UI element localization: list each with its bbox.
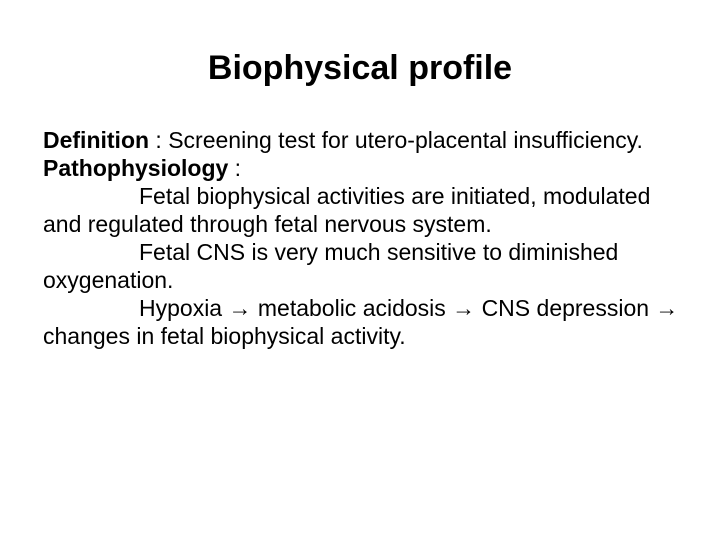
pathophysiology-text: : xyxy=(228,155,242,181)
definition-text: : Screening test for utero-placental insufficiency. xyxy=(149,127,643,153)
definition-line xyxy=(43,126,683,154)
paragraph-cns-sensitivity: Fetal CNS is very much sensitive to diminished oxygenation. xyxy=(43,239,619,293)
paragraph-nervous-system: Fetal biophysical activities are initiated, modulated and regulated through fetal nervous system. xyxy=(43,183,651,237)
pathophysiology-label: Pathophysiology xyxy=(43,155,229,181)
definition-label: Definition xyxy=(43,127,150,153)
slide-body xyxy=(43,126,683,350)
slide-title: Biophysical profile xyxy=(207,49,513,87)
paragraph-hypoxia-cascade: Hypoxia → metabolic acidosis → CNS depression → changes in fetal biophysical activity. xyxy=(43,295,679,349)
pathophysiology-line xyxy=(43,154,683,182)
